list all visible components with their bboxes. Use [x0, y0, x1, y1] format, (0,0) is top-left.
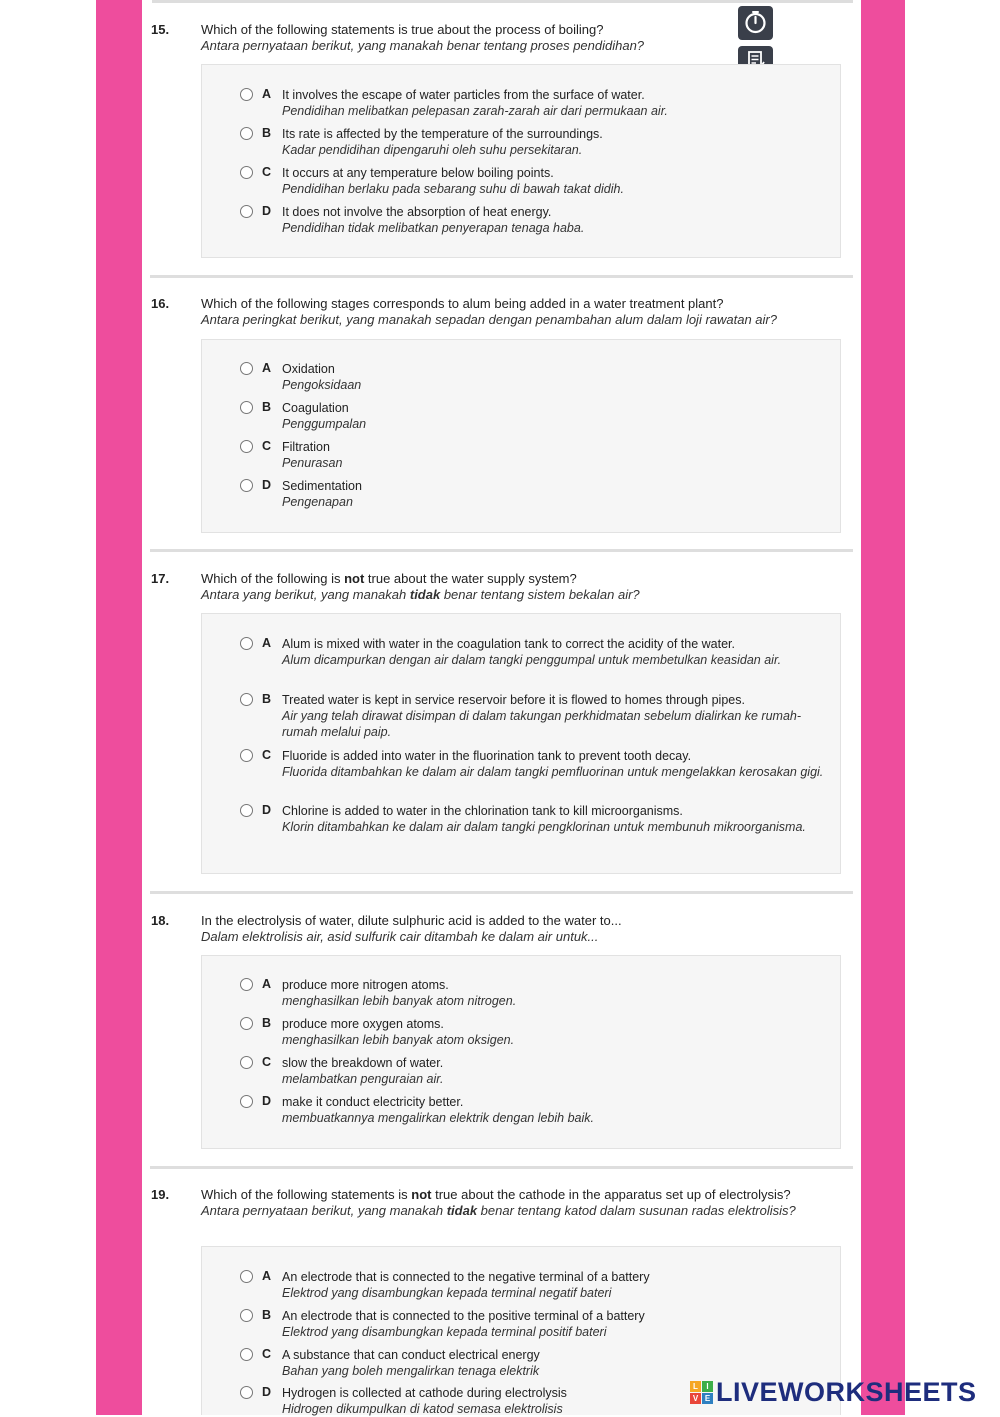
option-text: Sedimentation Pengenapan: [282, 479, 362, 509]
radio-button[interactable]: [240, 401, 253, 414]
prompt-malay: Antara pernyataan berikut, yang manakah tidak benar tentang katod dalam susunan radas elektrolisis?: [201, 1203, 796, 1218]
question-number: 17.: [151, 571, 170, 586]
option-letter: D: [262, 1094, 272, 1108]
option-text: Fluoride is added into water in the fluorination tank to prevent tooth decay. Fluorida ditambahkan ke dalam air dalam tangki pemfluorinan untuk mengelakkan kerosakan gigi.: [282, 749, 824, 779]
option-text: produce more nitrogen atoms. menghasilkan lebih banyak atom nitrogen.: [282, 978, 517, 1008]
option-text: A substance that can conduct electrical energy Bahan yang boleh mengalirkan tenaga elektrik: [282, 1348, 540, 1378]
option-text: Treated water is kept in service reservoir before it is flowed to homes through pipes. Air yang telah dirawat disimpan di dalam takungan perkhidmatan sebelum dialirkan ke rumah-rumah melalui paip.: [282, 693, 802, 739]
liveworksheets-logo: [690, 1375, 977, 1409]
option-letter: C: [262, 165, 272, 179]
option-text: It does not involve the absorption of heat energy. Pendidihan tidak melibatkan penyerapan tenaga haba.: [282, 205, 585, 235]
option-text: Chlorine is added to water in the chlorination tank to kill microorganisms. Klorin ditambahkan ke dalam air dalam tangki pengklorinan untuk membunuh mikroorganisma.: [282, 804, 806, 834]
answer-options-box: [201, 339, 841, 533]
question-prompt: [201, 1187, 841, 1219]
option-letter: A: [262, 636, 272, 650]
option-letter: A: [262, 87, 272, 101]
brand-logo-icon: L I V E: [690, 1381, 713, 1404]
option-letter: A: [262, 977, 272, 991]
radio-button[interactable]: [240, 693, 253, 706]
option-text: Hydrogen is collected at cathode during electrolysis Hidrogen dikumpulkan di katod semasa elektrolisis: [282, 1386, 567, 1416]
brand-name: LIVEWORKSHEETS: [716, 1376, 977, 1407]
question-separator: [150, 549, 853, 552]
option-text: It occurs at any temperature below boiling points. Pendidihan berlaku pada sebarang suhu di bawah takat didih.: [282, 166, 624, 196]
radio-button[interactable]: [240, 1095, 253, 1108]
top-separator: [152, 0, 853, 3]
option-text: produce more oxygen atoms. menghasilkan lebih banyak atom oksigen.: [282, 1017, 515, 1047]
radio-button[interactable]: [240, 978, 253, 991]
question-separator: [150, 1166, 853, 1169]
option-letter: C: [262, 439, 272, 453]
radio-button[interactable]: [240, 166, 253, 179]
option-letter: D: [262, 803, 272, 817]
question-prompt: [201, 296, 841, 328]
prompt-english: In the electrolysis of water, dilute sulphuric acid is added to the water to...: [201, 913, 622, 928]
option-text: It involves the escape of water particles from the surface of water. Pendidihan melibatkan pelepasan zarah-zarah air dari permukaan air.: [282, 88, 668, 118]
question-number: 19.: [151, 1187, 170, 1202]
radio-button[interactable]: [240, 749, 253, 762]
option-letter: B: [262, 400, 272, 414]
radio-button[interactable]: [240, 362, 253, 375]
prompt-malay: Antara peringkat berikut, yang manakah sepadan dengan penambahan alum dalam loji rawatan air?: [201, 312, 777, 327]
question-prompt: [201, 913, 841, 945]
answer-options-box: [201, 64, 841, 258]
prompt-english: Which of the following statements is true about the process of boiling?: [201, 22, 604, 37]
option-text: Coagulation Penggumpalan: [282, 401, 367, 431]
option-text: An electrode that is connected to the negative terminal of a battery Elektrod yang disambungkan kepada terminal negatif bateri: [282, 1270, 650, 1300]
option-text: make it conduct electricity better. membuatkannya mengalirkan elektrik dengan lebih baik.: [282, 1095, 594, 1125]
radio-button[interactable]: [240, 479, 253, 492]
answer-options-box: [201, 613, 841, 874]
prompt-english: Which of the following statements is not true about the cathode in the apparatus set up of electrolysis?: [201, 1187, 791, 1202]
prompt-malay: Antara pernyataan berikut, yang manakah benar tentang proses pendidihan?: [201, 38, 645, 53]
left-pink-border: [96, 0, 142, 1415]
radio-button[interactable]: [240, 127, 253, 140]
question-prompt: [201, 571, 841, 603]
question-number: 18.: [151, 913, 170, 928]
option-letter: B: [262, 1308, 272, 1322]
option-letter: B: [262, 126, 272, 140]
radio-button[interactable]: [240, 1348, 253, 1361]
option-text: slow the breakdown of water. melambatkan penguraian air.: [282, 1056, 444, 1086]
question-number: 16.: [151, 296, 170, 311]
option-letter: D: [262, 204, 272, 218]
prompt-english: Which of the following is not true about the water supply system?: [201, 571, 577, 586]
option-letter: C: [262, 1055, 272, 1069]
option-text: Its rate is affected by the temperature of the surroundings. Kadar pendidihan dipengaruhi oleh suhu persekitaran.: [282, 127, 603, 157]
radio-button[interactable]: [240, 205, 253, 218]
radio-button[interactable]: [240, 1017, 253, 1030]
prompt-english: Which of the following stages corresponds to alum being added in a water treatment plant?: [201, 296, 724, 311]
radio-button[interactable]: [240, 1056, 253, 1069]
option-letter: B: [262, 692, 272, 706]
radio-button[interactable]: [240, 1309, 253, 1322]
option-letter: C: [262, 748, 272, 762]
option-letter: B: [262, 1016, 272, 1030]
prompt-malay: Dalam elektrolisis air, asid sulfurik cair ditambah ke dalam air untuk...: [201, 929, 599, 944]
radio-button[interactable]: [240, 804, 253, 817]
option-letter: A: [262, 361, 272, 375]
option-letter: A: [262, 1269, 272, 1283]
option-letter: C: [262, 1347, 272, 1361]
option-text: Oxidation Pengoksidaan: [282, 362, 362, 392]
option-letter: D: [262, 478, 272, 492]
option-letter: D: [262, 1385, 272, 1399]
option-text: An electrode that is connected to the positive terminal of a battery Elektrod yang disambungkan kepada terminal positif bateri: [282, 1309, 645, 1339]
option-text: Filtration Penurasan: [282, 440, 343, 470]
radio-button[interactable]: [240, 440, 253, 453]
question-separator: [150, 891, 853, 894]
radio-button[interactable]: [240, 88, 253, 101]
question-number: 15.: [151, 22, 170, 37]
question-prompt: [201, 22, 841, 54]
question-separator: [150, 275, 853, 278]
answer-options-box: [201, 955, 841, 1149]
right-pink-border: [861, 0, 905, 1415]
radio-button[interactable]: [240, 1270, 253, 1283]
radio-button[interactable]: [240, 637, 253, 650]
prompt-malay: Antara yang berikut, yang manakah tidak benar tentang sistem bekalan air?: [201, 587, 640, 602]
option-text: Alum is mixed with water in the coagulation tank to correct the acidity of the water. Alum dicampurkan dengan air dalam tangki penggumpal untuk membetulkan keasidan air.: [282, 637, 782, 667]
radio-button[interactable]: [240, 1386, 253, 1399]
